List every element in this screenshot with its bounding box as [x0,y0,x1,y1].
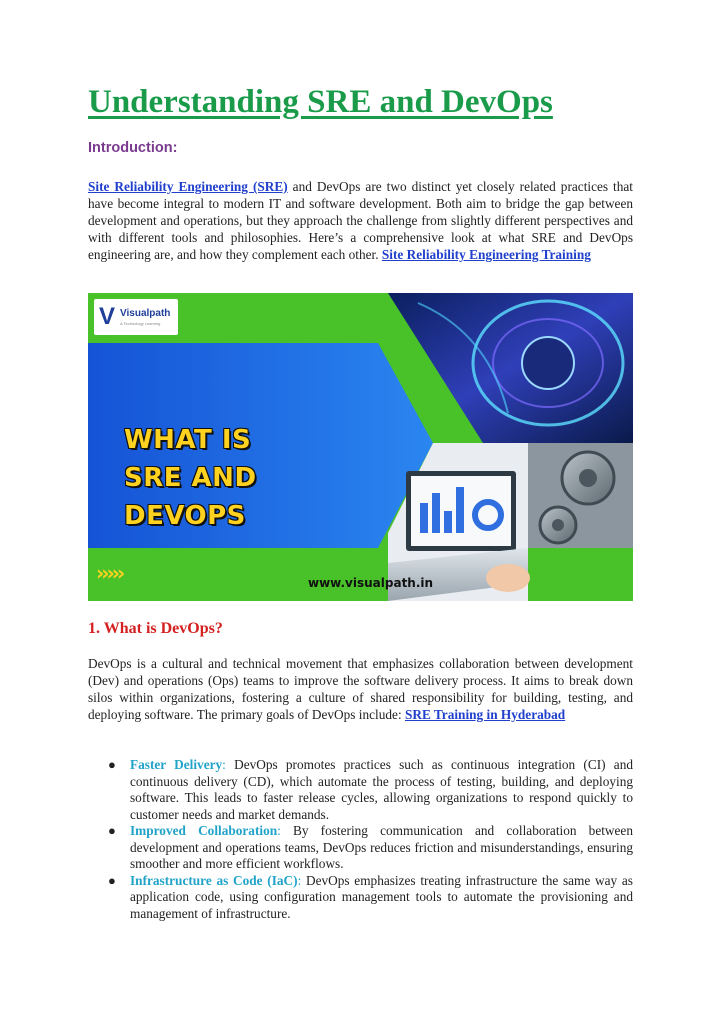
gear-photo [528,443,633,548]
page-title: Understanding SRE and DevOps [88,84,553,120]
logo-subtext: A Technology Learning [120,321,161,326]
list-item: ● Infrastructure as Code (IaC): DevOps emphasizes treating infrastructure the same way as application code, using configuration management tools to automate the provisioning and management of infrastructure. [108,872,633,921]
logo-mark-icon: V [99,303,116,330]
logo-text: Visualpath [120,308,171,319]
devops-text: DevOps is a cultural and technical movement that emphasizes collaboration between development (Dev) and operations (Ops) teams to improve the software delivery process. It aims to break down silos within organizations, fostering a culture of shared responsibility for building, testing, and deploying software. The primary goals of DevOps include: [88,656,633,722]
bullet-text: By fostering communication and collaboration between development and operations teams, DevOps reduces friction and misunderstandings, ensuring smoother and more efficient workflows. [130,823,633,871]
devops-paragraph [88,655,633,723]
intro-heading: Introduction: [88,140,178,156]
visualpath-logo [94,299,178,335]
bullet-term: Improved Collaboration [130,823,278,838]
banner-headline-line2: SRE AND DEVOPS [124,463,257,531]
intro-paragraph [88,178,633,263]
list-item: ● Improved Collaboration: By fostering communication and collaboration between development and operations teams, DevOps reduces friction and misunderstandings, ensuring smoother and more efficient workflows. [108,823,633,871]
bullet-term: Infrastructure as Code (IaC) [130,872,298,888]
sre-training-link[interactable]: Site Reliability Engineering Training [381,247,591,262]
tech-photo [388,293,633,443]
banner-headline [124,421,364,535]
bullet-icon: ● [108,872,116,888]
sre-hyderabad-link[interactable]: SRE Training in Hyderabad [404,707,566,722]
bullet-text: DevOps emphasizes treating infrastructure the same way as application code, using configuration management tools to automate the provisioning and management of infrastructure. [130,872,633,921]
bullet-text: DevOps promotes practices such as continuous integration (CI) and continuous delivery (CD), which automate the process of testing, building, and deploying software. This leads to faster release cycles, allowing organizations to respond quickly to customer needs and market demands. [130,757,633,822]
chevrons-icon: ››››› [96,561,123,585]
banner-image [88,293,633,601]
bullet-icon: ● [108,823,116,838]
section-heading-devops: 1. What is DevOps? [88,620,223,637]
banner-headline-line1: WHAT IS [124,425,252,455]
bullet-icon: ● [108,757,116,772]
banner-url: www.visualpath.in [308,576,434,590]
devops-goals-list [88,757,633,922]
sre-link[interactable]: Site Reliability Engineering (SRE) [88,179,288,194]
intro-text: and DevOps are two distinct yet closely related practices that have become integral to modern IT and software development. Both aim to bridge the gap between development and operations, but they approach the challenge from slightly different perspectives and with different tools and philosophies. Here’s a comprehensive look at what SRE and DevOps engineering are, and how they complement each other. [88,179,633,262]
list-item: ● Faster Delivery: DevOps promotes practices such as continuous integration (CI) and continuous delivery (CD), which automate the process of testing, building, and deploying software. This leads to faster release cycles, allowing organizations to respond quickly to customer needs and market demands. [108,757,633,822]
bullet-term: Faster Delivery [130,757,223,772]
